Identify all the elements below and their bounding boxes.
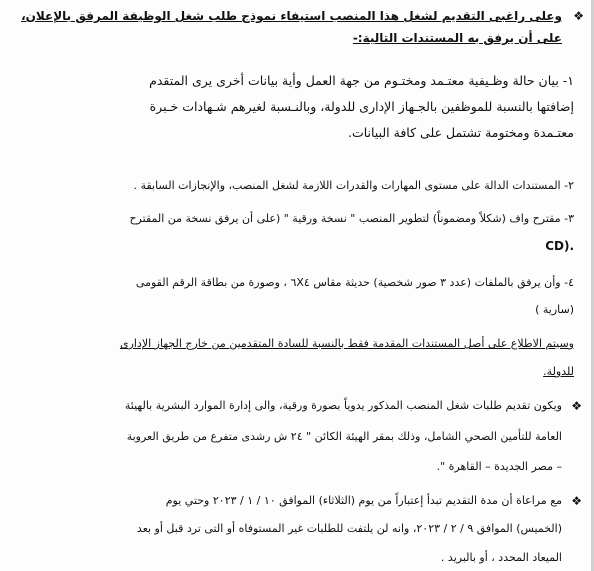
notice-line: وسيتم الاطلاع على أصل المستندات المقدمة فقط بالنسبة للسادة المتقدمين من خارج الجهاز الإدارى [119, 337, 574, 350]
deadline-bullet-line: الميعاد المحدد ، أو بالبريد . [440, 551, 562, 564]
submission-bullet-line: ويكون تقديم طلبات شغل المنصب المذكور يدوياً بصورة ورقية، والى إدارة الموارد البشرية بالهيئة [124, 399, 562, 412]
intro-line: وعلى راغبى التقديم لشغل هذا المنصب استيفاء نموذج طلب شغل الوظيفة المرفق بالإعلان، [21, 9, 562, 23]
requirement-item-4-line: (سارية ) [535, 303, 574, 316]
submission-bullet-line: العامة للتأمين الصحي الشامل، وذلك بمقر الهيئة الكائن " ٢٤ ش رشدى متفرع من طريق العروبة [126, 430, 562, 443]
requirement-item-3-line: CD). [545, 239, 574, 253]
requirement-item-2-line: ٢- المستندات الدالة على مستوى المهارات والقدرات اللازمة لشغل المنصب، والإنجازات السابقة . [133, 179, 574, 192]
intro-line: على أن يرفق به المستندات التالية:- [352, 31, 562, 45]
diamond-bullet-icon: ❖ [571, 494, 582, 508]
deadline-bullet-line: مع مراعاة أن مدة التقديم تبدأ إعتباراً من يوم (الثلاثاء) الموافق ١٠ / ١ / ٢٠٢٣ وحتي يوم [165, 494, 562, 507]
requirement-item-1-line: معتـمدة ومختومة تشتمل على كافة البيانات. [347, 125, 574, 140]
notice-line: للدولة. [543, 365, 574, 378]
requirement-item-1-line: إضافتها بالنسبة للموظفين بالجـهاز الإدارى للدولة، وبالنـسبة لغيرهم شـهادات خـبرة [149, 99, 574, 114]
requirement-item-4-line: ٤- وأن يرفق بالملفات (عدد ٣ صور شخصية) حديثة مقاس ٦X٤ ، وصورة من بطاقة الرقم القومى [135, 276, 574, 289]
requirement-item-1-line: ١- بيان حالة وظـيفية معتـمد ومختـوم من جهة العمل وأية بيانات أخرى يرى المتقدم [149, 73, 574, 88]
diamond-bullet-icon: ❖ [573, 9, 584, 23]
requirement-item-3-line: ٣- مقترح واف (شكلاً ومضموناً) لتطوير المنصب " نسخة ورقية " (على أن يرفق نسخة من المقترح [129, 212, 574, 225]
submission-bullet-line: – مصر الجديدة – القاهرة ". [436, 460, 562, 473]
diamond-bullet-icon: ❖ [571, 399, 582, 413]
deadline-bullet-line: (الخميس) الموافق ٩ / ٢ / ٢٠٢٣، وانه لن يلتفت للطلبات غير المستوفاه أو التى ترد قبل أو بعد [136, 522, 562, 535]
